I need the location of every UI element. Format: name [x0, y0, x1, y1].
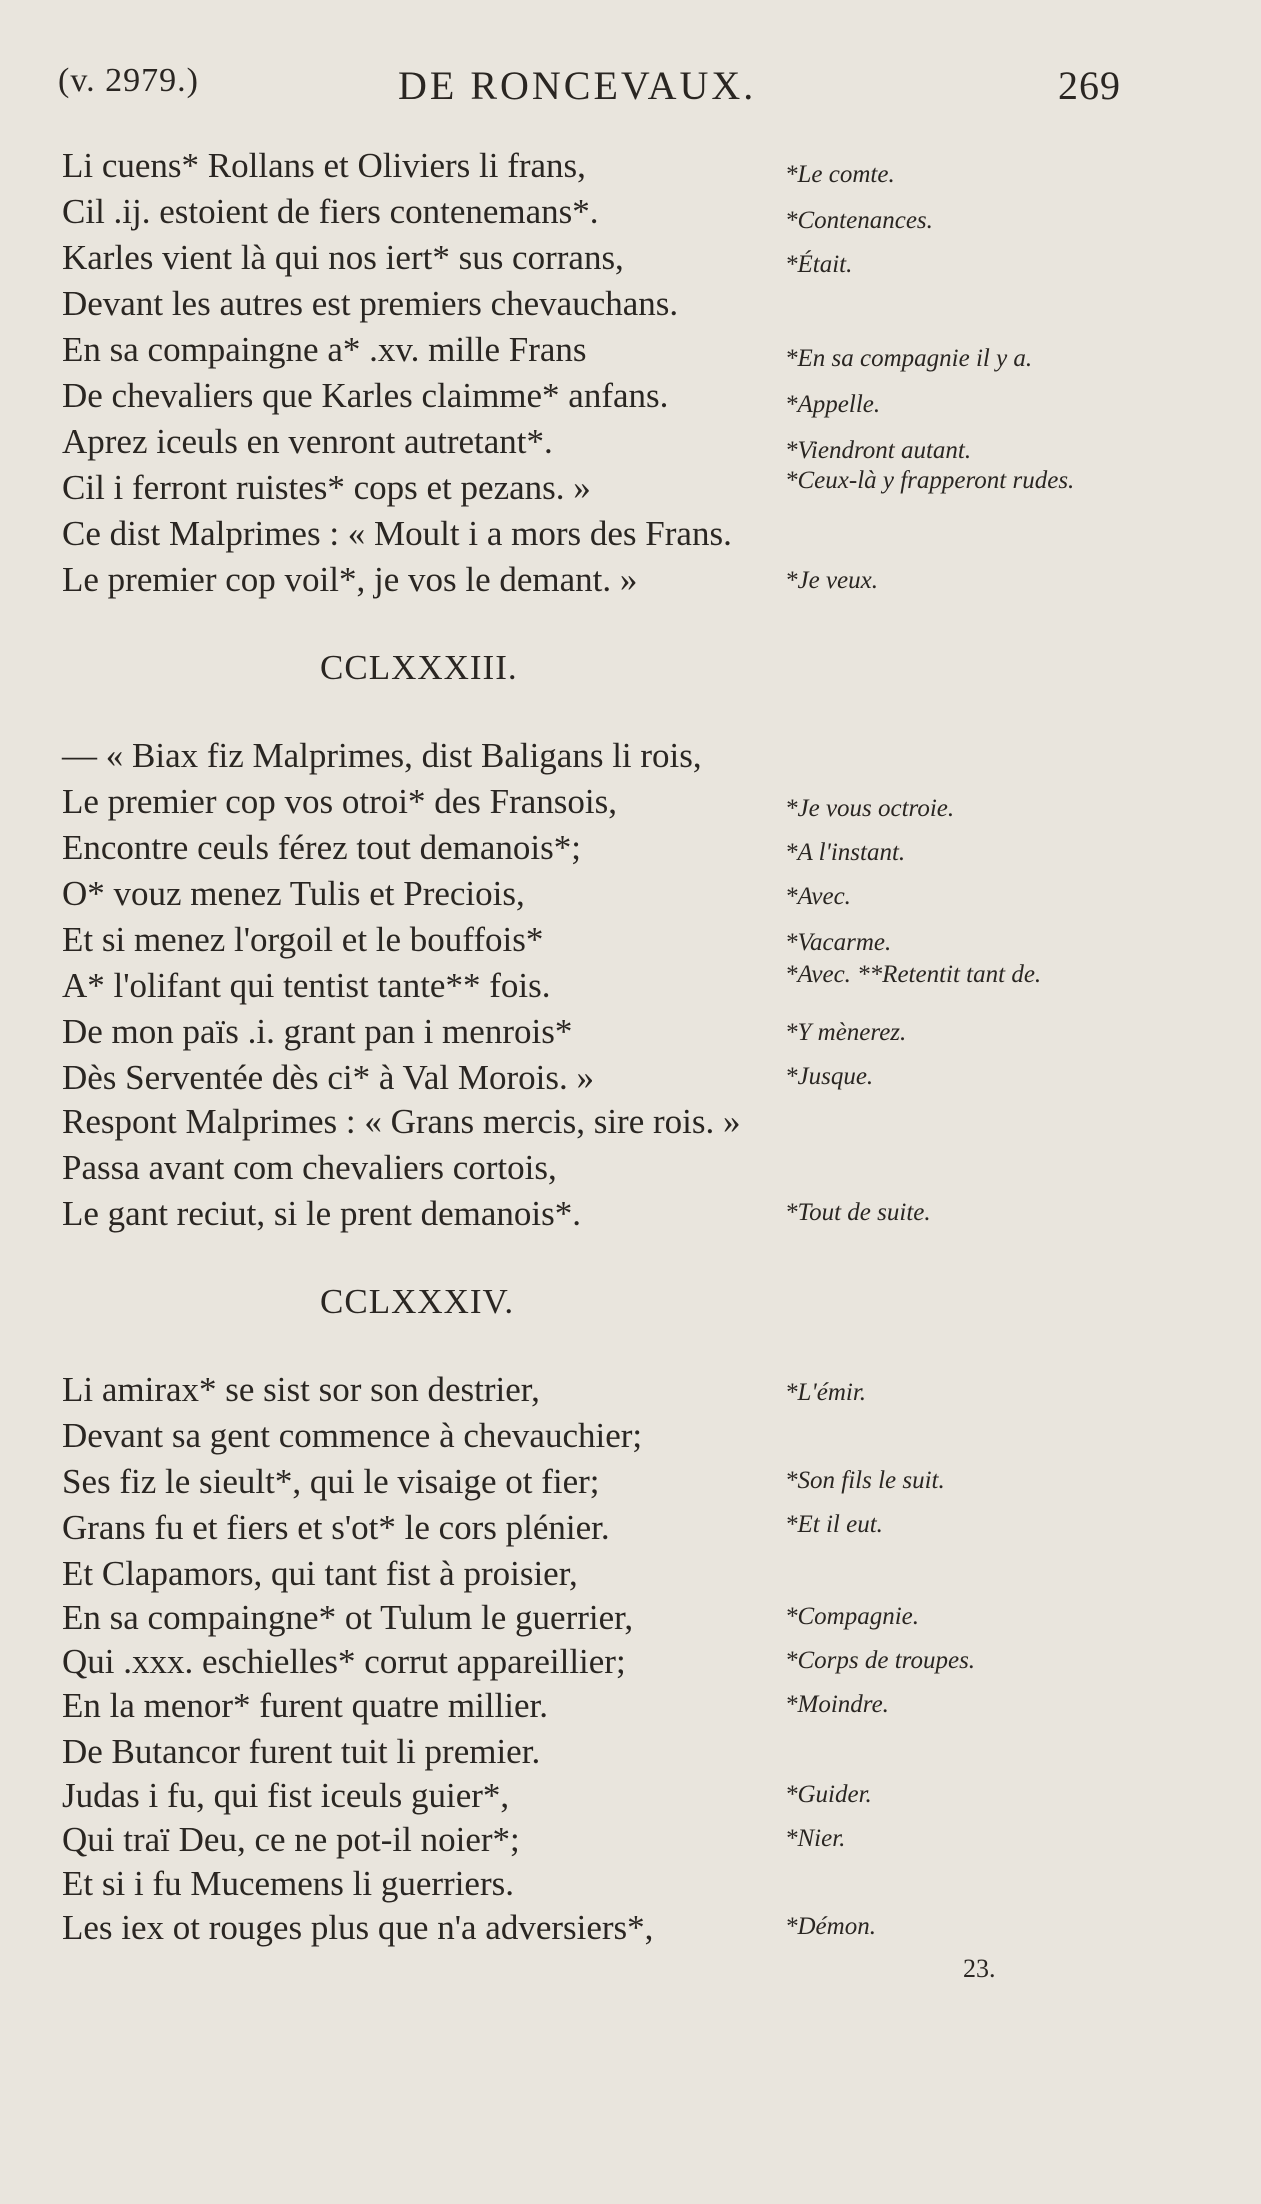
- verse-line: Karles vient là qui nos iert* sus corrans,: [62, 238, 624, 277]
- gloss-note: *L'émir.: [785, 1379, 867, 1406]
- verse-line: Passa avant com chevaliers cortois,: [62, 1148, 557, 1187]
- gloss-note: *Démon.: [785, 1913, 876, 1940]
- gloss-note: *Appelle.: [785, 391, 881, 418]
- gloss-note: *Vacarme.: [785, 929, 892, 956]
- gloss-note: *Avec. **Retentit tant de.: [785, 961, 1042, 988]
- verse-line: Le premier cop vos otroi* des Fransois,: [62, 782, 618, 821]
- gloss-note: *Était.: [785, 251, 853, 278]
- signature-mark: 23.: [963, 1954, 996, 1983]
- gloss-note: *Nier.: [785, 1825, 846, 1852]
- verse-line: De Butancor furent tuit li premier.: [62, 1732, 541, 1771]
- gloss-note: *Tout de suite.: [785, 1199, 931, 1226]
- verse-line: Qui .xxx. eschielles* corrut appareillier;: [62, 1642, 626, 1681]
- verse-line: Le premier cop voil*, je vos le demant. »: [62, 560, 638, 599]
- verse-line: A* l'olifant qui tentist tante** fois.: [62, 966, 551, 1005]
- verse-line: Li amirax* se sist sor son destrier,: [62, 1370, 540, 1409]
- gloss-note: *Viendront autant.: [785, 437, 972, 464]
- verse-line: Cil i ferront ruistes* cops et pezans. »: [62, 468, 591, 507]
- section-heading: CCLXXXIV.: [320, 1282, 515, 1321]
- verse-line: Li cuens* Rollans et Oliviers li frans,: [62, 146, 586, 185]
- gloss-note: *Compagnie.: [785, 1603, 920, 1630]
- gloss-note: *Y mènerez.: [785, 1019, 907, 1046]
- gloss-note: *Guider.: [785, 1781, 872, 1808]
- gloss-note: *Et il eut.: [785, 1511, 883, 1538]
- verse-line: Ses fiz le sieult*, qui le visaige ot fier;: [62, 1462, 600, 1501]
- verse-number-header: (v. 2979.): [58, 62, 199, 99]
- verse-line: Le gant reciut, si le prent demanois*.: [62, 1194, 582, 1233]
- gloss-note: *Jusque.: [785, 1063, 874, 1090]
- verse-line: — « Biax fiz Malprimes, dist Baligans li rois,: [62, 736, 702, 775]
- verse-line: Qui traï Deu, ce ne pot-il noier*;: [62, 1820, 520, 1859]
- verse-line: En sa compaingne a* .xv. mille Frans: [62, 330, 587, 369]
- verse-line: Grans fu et fiers et s'ot* le cors plénier.: [62, 1508, 610, 1547]
- gloss-note: *Le comte.: [785, 161, 895, 188]
- verse-line: En la menor* furent quatre millier.: [62, 1686, 548, 1725]
- verse-line: Judas i fu, qui fist iceuls guier*,: [62, 1776, 510, 1815]
- verse-line: O* vouz menez Tulis et Preciois,: [62, 874, 525, 913]
- verse-line: Les iex ot rouges plus que n'a adversiers*,: [62, 1908, 654, 1947]
- section-heading: CCLXXXIII.: [320, 648, 518, 687]
- verse-line: Et Clapamors, qui tant fist à proisier,: [62, 1554, 578, 1593]
- gloss-note: *Je veux.: [785, 567, 878, 594]
- verse-line: De chevaliers que Karles claimme* anfans.: [62, 376, 669, 415]
- verse-line: Ce dist Malprimes : « Moult i a mors des Frans.: [62, 514, 732, 553]
- verse-line: Encontre ceuls férez tout demanois*;: [62, 828, 581, 867]
- verse-line: En sa compaingne* ot Tulum le guerrier,: [62, 1598, 634, 1637]
- verse-line: Respont Malprimes : « Grans mercis, sire rois. »: [62, 1102, 741, 1141]
- verse-line: Dès Serventée dès ci* à Val Morois. »: [62, 1058, 595, 1097]
- verse-line: Cil .ij. estoient de fiers contenemans*.: [62, 192, 599, 231]
- gloss-note: *En sa compagnie il y a.: [785, 345, 1033, 372]
- gloss-note: *Son fils le suit.: [785, 1467, 945, 1494]
- gloss-note: *Contenances.: [785, 207, 933, 234]
- gloss-note: *A l'instant.: [785, 839, 906, 866]
- verse-line: Devant sa gent commence à chevauchier;: [62, 1416, 643, 1455]
- running-title: DE RONCEVAUX.: [398, 63, 757, 108]
- verse-line: Aprez iceuls en venront autretant*.: [62, 422, 553, 461]
- gloss-note: *Moindre.: [785, 1691, 889, 1718]
- gloss-note: *Ceux-là y frapperont rudes.: [785, 467, 1075, 494]
- page-number: 269: [1058, 63, 1121, 108]
- gloss-note: *Corps de troupes.: [785, 1647, 976, 1674]
- verse-line: Et si i fu Mucemens li guerriers.: [62, 1864, 514, 1903]
- verse-line: Devant les autres est premiers chevauchans.: [62, 284, 679, 323]
- verse-line: De mon païs .i. grant pan i menrois*: [62, 1012, 573, 1051]
- gloss-note: *Je vous octroie.: [785, 795, 955, 822]
- verse-line: Et si menez l'orgoil et le bouffois*: [62, 920, 544, 959]
- gloss-note: *Avec.: [785, 883, 851, 910]
